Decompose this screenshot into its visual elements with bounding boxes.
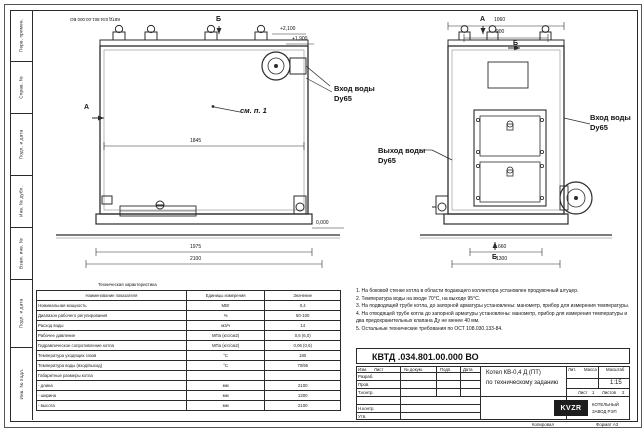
cell-name: Расход воды [37,321,187,331]
tb-col-list: Лист [374,367,384,372]
table-row [37,321,341,331]
stamp-label: Инв. № подл. [18,368,24,400]
tb-role-utv: Утв. [358,414,367,419]
cell-name: - высота [37,401,187,411]
tb-product-line1: Котел КВ-0,4 Д (ПТ) [486,370,541,376]
note-item: 1. На боковой стенке котла в области подающего коллектора установлен продувочный штуцер. [356,288,579,294]
cell-value: 2100 [265,401,341,411]
dim-right-inner-width: 900 [496,29,505,35]
company-logo: KVZR [554,400,588,416]
cell-name: - длина [37,381,187,391]
company-name-line1: КОТЕЛЬНЫЙ [592,402,619,407]
cell-value: 1300 [265,391,341,401]
spec-table-title: Техническая характеристика [98,282,157,287]
company-name-line2: ЗАВОД РЭП [592,409,617,414]
view-label-left: Б [216,16,222,23]
designation-text: КВТД .034.801.00.000 ВО [372,352,479,362]
tb-col-docnum: № докум. [404,367,423,372]
tb-scale-label: Масштаб [606,367,625,372]
tb-divider [356,372,480,373]
tb-sheet-value: 1 [592,390,595,395]
table-row [37,301,341,311]
callout-water-in-left-line2: Dу65 [334,94,352,103]
tb-role-tcontr: Т.контр. [358,390,374,395]
note-item: 3. На подводящей трубе котла, до запорной арматуры установлены: манометр, прибор для измерения температуры. [356,303,630,310]
cell-value: 70/95 [265,361,341,371]
tb-divider [436,366,437,396]
dim-overall-width: 1975 [190,244,202,250]
callout-water-out-line2: Dу65 [378,156,396,165]
tb-product-line2: по техническому заданию [486,380,559,386]
tb-divider [566,388,630,389]
tb-divider [460,366,461,396]
dim-right-base-width: 1300 [496,256,508,262]
cell-value: 14 [265,321,341,331]
tb-scale-value: 1:15 [610,380,622,386]
section-label-left-a: А [84,104,90,111]
tb-divider [480,366,481,420]
cell-unit: °С [186,351,265,361]
cell-unit [186,371,265,381]
stamp-label: Взам. инв. № [18,238,24,269]
cell-value: 50-100 [265,311,341,321]
tb-divider [356,380,480,381]
note-item: 4. На отводящей трубе котла до запорной арматуры установлены: манометр, прибор для измерения температуры и два предохранительных клапана Ду не менее 40 мм. [356,310,628,325]
tb-sheets-label: Листов [602,390,616,395]
stamp-label: Подп. и дата [18,129,24,160]
table-row [37,401,341,411]
view-label-right-b-top: Б [513,40,519,47]
dim-zero-level: 0,000 [316,220,329,226]
cell-unit: % [186,311,265,321]
cell-unit: мм [186,391,265,401]
note-item: 2. Температура воды на входе 70°С, на выходе 95°С. [356,295,481,302]
dim-base-width: 2100 [190,256,202,262]
cell-value: 0,4 [265,301,341,311]
cell-name: Диапазон рабочего регулирования [37,311,187,321]
tb-mass-label: Масса [584,367,597,372]
cell-name: Гидравлическое сопротивление котла [37,341,187,351]
table-row [37,341,341,351]
dim-inner-width: 1845 [190,138,202,144]
table-row [37,351,341,361]
sheet-format-label: Формат А3 [596,422,619,427]
callout-see-point: см. п. 1 [240,106,267,115]
tb-divider [598,366,599,388]
tb-divider [356,388,480,389]
sheet-top-designation: КВТД 034.801.00.000 ВО [70,17,120,22]
col-header-value: Значение [265,291,341,301]
table-row [37,361,341,371]
tb-divider [356,412,480,413]
view-label-right-a: А [480,16,486,23]
stamp-label: Подп. и дата [18,298,24,329]
dim-top-level-1: +2,100 [280,26,296,32]
tb-col-data: Дата [463,367,473,372]
cell-name: - ширина [37,391,187,401]
tb-role-prov: Пров. [358,382,370,387]
cell-unit: МПа (кгс/см2) [186,341,265,351]
tb-divider [566,378,630,379]
callout-water-in-right-line2: Dу65 [590,123,608,132]
table-header-row [37,291,341,301]
section-label-right-b: Б [492,254,498,261]
table-row [37,331,341,341]
dim-right-base-inner: 660 [498,244,507,250]
cell-unit: МПа (кгс/см2) [186,331,265,341]
callout-water-in-left-line1: Вход воды [334,84,375,93]
cell-name: Температура уходящих газов [37,351,187,361]
col-header-name: Наименование показателя [37,291,187,301]
cell-name: Температура воды (вход/выход) [37,361,187,371]
cell-name: Габаритные размеры котла [37,371,187,381]
tb-col-izm: Изм. [358,367,368,372]
tb-role-ncontr: Н.контр. [358,406,375,411]
table-row [37,381,341,391]
cell-value: 2100 [265,381,341,391]
cell-value: 0,06 (0,6) [265,341,341,351]
tb-divider [480,396,630,397]
tb-divider [356,396,480,397]
cell-unit: м3/ч [186,321,265,331]
table-row [37,391,341,401]
tb-sheets-value: 2 [622,390,625,395]
table-row [37,311,341,321]
technical-notes [356,288,630,334]
callout-water-out-line1: Выход воды [378,146,426,155]
cell-unit: мм [186,401,265,411]
cell-unit: °С [186,361,265,371]
cell-unit: МВт [186,301,265,311]
stamp-label: Справ. № [18,76,24,99]
tb-lit-label: Лит. [568,367,576,372]
spec-table [36,290,341,411]
tb-divider [356,404,480,405]
col-header-units: Единицы измерения [186,291,265,301]
cell-value: 0,6 (6,0) [265,331,341,341]
dim-top-level-2: +1,900 [292,36,308,42]
tb-col-podp: Подп. [440,367,452,372]
callout-water-in-right-line1: Вход воды [590,113,631,122]
tb-role-razrab: Разраб. [358,374,374,379]
cell-name: Рабочее давление [37,331,187,341]
stamp-label: Перв. примен. [18,18,24,53]
cell-value: 180 [265,351,341,361]
cell-name: Номинальная мощность [37,301,187,311]
cell-unit: мм [186,381,265,391]
dim-right-top-width: 1060 [494,17,506,23]
table-row [37,371,341,381]
tb-sheet-label: Лист [578,390,588,395]
stamp-label: Инв. № дубл. [18,186,24,217]
note-item: 5. Остальные технические требования по ОСТ 108.030.133-84. [356,325,503,332]
cell-value [265,371,341,381]
copy-label: Копировал [532,422,555,427]
